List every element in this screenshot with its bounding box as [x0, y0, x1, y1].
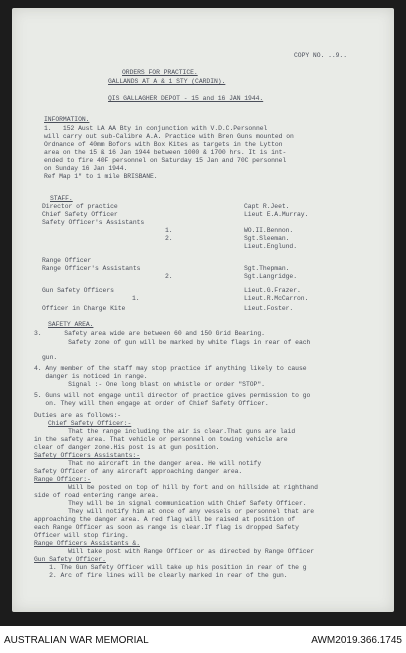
- duties-line: side of road entering range area.: [34, 492, 159, 499]
- safety-area-line: gun.: [42, 354, 58, 361]
- duties-subheading: Range Officers Assistants &.: [34, 540, 140, 547]
- duties-heading: Duties are as follows:-: [34, 412, 122, 419]
- safety-area-line: 3. Safety area wide are between 60 and 150 Grid Bearing.: [34, 330, 265, 337]
- staff-name: Sgt.Thepman.: [244, 265, 290, 272]
- duties-line: in the safety area. That vehicle or personnel on towing vehicle are: [34, 436, 288, 443]
- duties-subheading: Gun Safety Officer.: [34, 556, 106, 563]
- staff-role: 1.: [132, 295, 140, 302]
- staff-name: Sgt.Langridge.: [244, 273, 297, 280]
- duties-line: Officer will stop firing.: [34, 532, 129, 539]
- information-line: Ref Map 1" to 1 mile BRISBANE.: [44, 173, 158, 180]
- staff-role: Safety Officer's Assistants: [42, 219, 145, 226]
- duties-line: approaching the danger area. A red flag will be raised at position of: [34, 516, 296, 523]
- footer-accession-number: AWM2019.366.1745: [311, 635, 402, 646]
- document-title-line-2: GALLANDS AT A & 1 STY (CARDIN).: [108, 78, 226, 85]
- duties-subheading: Safety Officers Assistants:-: [34, 452, 140, 459]
- staff-heading: STAFF.: [50, 195, 73, 202]
- duties-line: each Range Officer as soon as range is clear.If flag is dropped Safety: [34, 524, 299, 531]
- staff-role: Chief Safety Officer: [42, 211, 118, 218]
- duties-line: That the range including the air is clear.That guns are laid: [34, 428, 296, 435]
- staff-name: Lieut E.A.Murray.: [244, 211, 309, 218]
- document-subtitle: QIS GALLAGHER DEPOT - 15 and 16 JAN 1944.: [108, 95, 264, 102]
- information-line: area on the 15 & 16 Jan 1944 between 1000 & 1700 hrs. It is int-: [44, 149, 287, 156]
- safety-area-heading: SAFETY AREA.: [48, 321, 94, 328]
- staff-role: 1.: [165, 227, 173, 234]
- duties-line: They will notify him at once of any vessels or personnel that are: [34, 508, 315, 515]
- footer-credit: AUSTRALIAN WAR MEMORIAL: [4, 635, 149, 646]
- safety-area-line: 5. Guns will not engage until director of practice gives permission to go: [34, 392, 311, 399]
- duties-line: 1. The Gun Safety Officer will take up his position in rear of the g: [34, 564, 307, 571]
- safety-area-line: Signal :- One long blast on whistle or order "STOP".: [34, 381, 265, 388]
- staff-role: Officer in Charge Kite: [42, 305, 126, 312]
- safety-area-line: 4. Any member of the staff may stop practice if anything likely to cause: [34, 365, 307, 372]
- chief-safety-officer-heading: Chief Safety Officer:-: [48, 420, 132, 427]
- staff-name: Lieut.R.McCarron.: [244, 295, 309, 302]
- staff-name: WO.II.Bennon.: [244, 227, 294, 234]
- staff-name: Sgt.Sleeman.: [244, 235, 290, 242]
- information-line: on Sunday 16 Jan 1944.: [44, 165, 128, 172]
- staff-role: Range Officer's Assistants: [42, 265, 141, 272]
- duties-line: Will take post with Range Officer or as directed by Range Officer: [34, 548, 315, 555]
- safety-area-line: on. They will then engage at order of Chief Safety Officer.: [34, 400, 269, 407]
- duties-line: Safety Officer of any aircraft approaching danger area.: [34, 468, 243, 475]
- safety-area-line: danger is noticed in range.: [34, 373, 148, 380]
- staff-role: Range Officer: [42, 257, 92, 264]
- duties-line: Will be posted on top of hill by fort and on hillside at righthand: [34, 484, 318, 491]
- footer-bar: [0, 626, 406, 653]
- staff-name: Lieut.G.Frazer.: [244, 287, 301, 294]
- information-heading: INFORMATION.: [44, 116, 90, 123]
- staff-name: Lieut.Englund.: [244, 243, 297, 250]
- duties-line: clear of danger zone.His post is at gun position.: [34, 444, 220, 451]
- information-line: will carry out sub-Calibre A.A. Practice with Bren Guns mounted on: [44, 133, 294, 140]
- duties-line: That no aircraft in the danger area. He will notify: [34, 460, 262, 467]
- duties-line: 2. Arc of fire lines will be clearly marked in rear of the gun.: [34, 572, 288, 579]
- information-line: ended to fire 40F personnel on Saturday 15 Jan and 70C personnel: [44, 157, 287, 164]
- document-title: ORDERS FOR PRACTICE.: [122, 69, 198, 76]
- staff-role: Director of practice: [42, 203, 118, 210]
- copy-number: COPY NO. ..9..: [294, 52, 347, 59]
- document-page: [12, 8, 394, 612]
- staff-name: Lieut.Foster.: [244, 305, 294, 312]
- staff-role: 2.: [165, 273, 173, 280]
- information-line: 1. 152 Aust LA AA Bty in conjunction with V.D.C.Personnel: [44, 125, 268, 132]
- safety-area-line: Safety zone of gun will be marked by white flags in rear of each: [34, 339, 311, 346]
- duties-line: They will be in signal communication with Chief Safety Officer.: [34, 500, 307, 507]
- duties-subheading: Range Officer:-: [34, 476, 91, 483]
- staff-role: 2.: [165, 235, 173, 242]
- staff-role: Gun Safety Officers: [42, 287, 114, 294]
- staff-name: Capt R.Jeet.: [244, 203, 290, 210]
- information-line: Ordnance of 40mm Bofors with Box Kites as targets in the Lytton: [44, 141, 283, 148]
